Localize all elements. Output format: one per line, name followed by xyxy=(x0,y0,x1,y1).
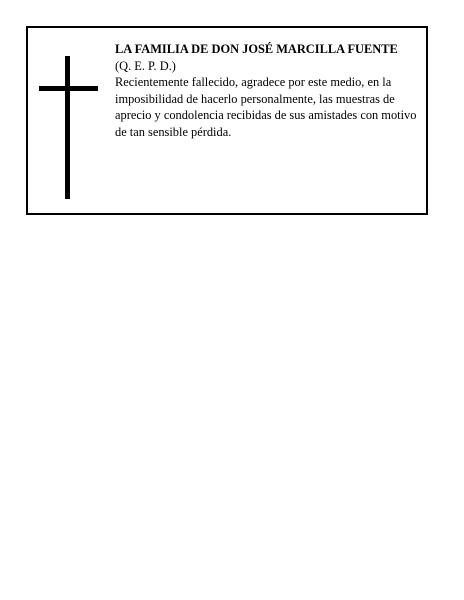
cross-vertical-bar xyxy=(65,56,70,199)
cross-icon xyxy=(28,28,108,213)
notice-message: Recientemente fallecido, agradece por este medio, en la imposibilidad de hacerlo personalmente, las muestras de aprecio y condolencia recibidas de sus amistades con motivo de tan sensible pérdida. xyxy=(115,75,417,139)
notice-text xyxy=(115,41,423,140)
family-heading: LA FAMILIA DE DON JOSÉ MARCILLA FUENTE xyxy=(115,42,398,56)
rip-line: (Q. E. P. D.) xyxy=(115,58,176,73)
obituary-notice xyxy=(26,26,428,215)
cross-horizontal-bar xyxy=(39,86,98,91)
